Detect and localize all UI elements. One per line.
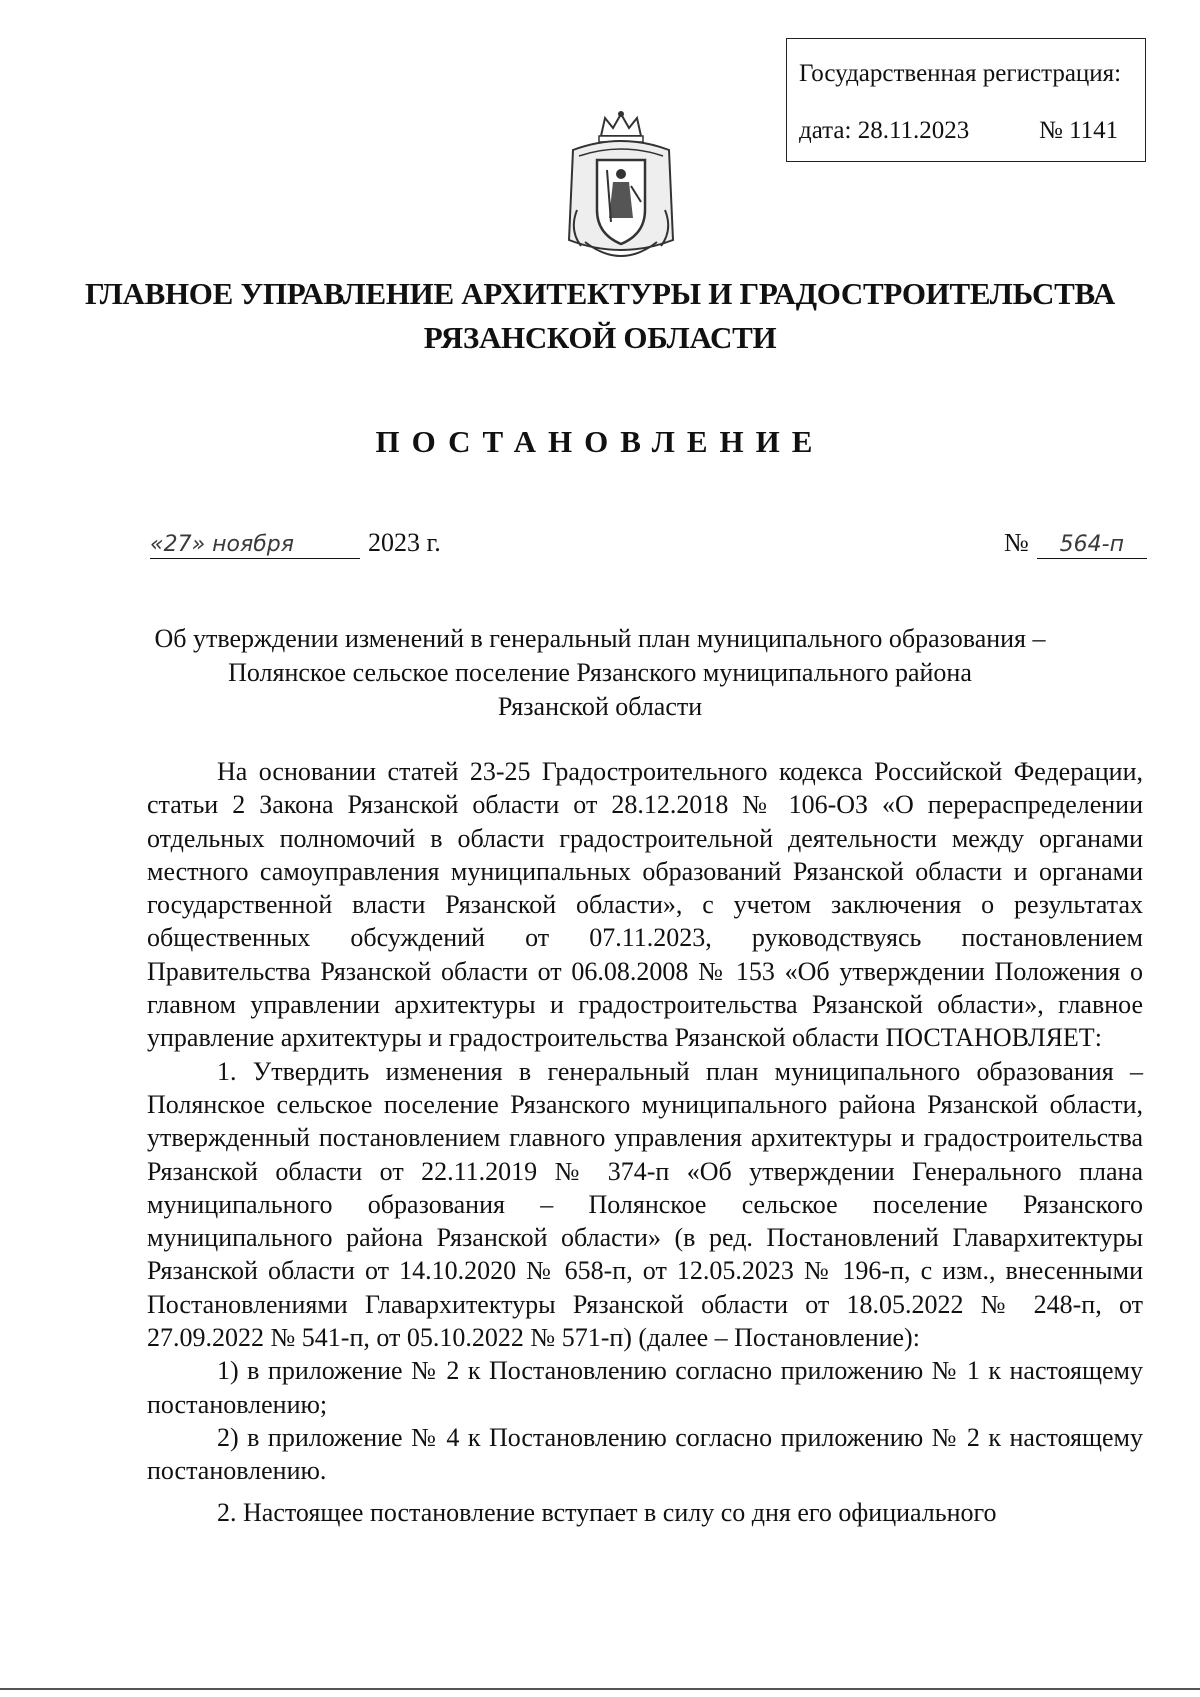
handwritten-number: 564-п <box>1059 532 1124 557</box>
organization-title-line2: РЯЗАНСКОЙ ОБЛАСТИ <box>423 320 777 355</box>
registration-date: дата: 28.11.2023 <box>799 117 970 144</box>
subject-line1: Об утверждении изменений в генеральный план муниципального образования – <box>154 624 1046 653</box>
document-body <box>147 755 1143 1529</box>
document-number <box>1004 528 1147 559</box>
coat-of-arms-icon <box>565 110 677 268</box>
registration-stamp <box>786 38 1146 162</box>
subject-line3: Рязанской области <box>497 692 703 721</box>
organization-title-line1: ГЛАВНОЕ УПРАВЛЕНИЕ АРХИТЕКТУРЫ И ГРАДОСТРОИТЕЛЬСТВА <box>84 276 1115 311</box>
registration-details <box>799 118 1145 143</box>
handwritten-date: «27» ноября <box>150 532 294 557</box>
date-year: 2023 г. <box>368 528 441 557</box>
page-bottom-edge <box>0 1688 1200 1690</box>
registration-title: Государственная регистрация: <box>799 60 1122 87</box>
item-1-1-paragraph: 1) в приложение № 2 к Постановлению согласно приложению № 1 к настоящему постановлению; <box>147 1356 1143 1419</box>
registration-number: № 1141 <box>1039 117 1119 144</box>
organization-title <box>0 272 1200 360</box>
subject-line2: Полянское сельское поселение Рязанского муниципального района <box>228 658 972 687</box>
item-1-paragraph: 1. Утвердить изменения в генеральный план муниципального образования – Полянское сельское поселение Рязанского муниципального района Рязанской области, утвержденный постановлением главного управления архитектуры и градостроительства Рязанской области от 22.11.2019 № 374-п «Об утверждении Генерального плана муниципального образования – Полянское сельское поселение Рязанского муниципального района Рязанской области» (в ред. Постановлений Главархитектуры Рязанской области от 14.10.2020 № 658-п, от 12.05.2023 № 196-п, с изм., внесенными Постановлениями Главархитектуры Рязанской области от 18.05.2022 № 248-п, от 27.09.2022 № 541-п, от 05.10.2022 № 571-п) (далее – Постановление): <box>147 1056 1143 1353</box>
document-subject <box>0 622 1200 724</box>
item-1-2-paragraph: 2) в приложение № 4 к Постановлению согласно приложению № 2 к настоящему постановлению. <box>147 1422 1143 1486</box>
document-date <box>150 528 441 559</box>
number-label: № <box>1004 528 1029 557</box>
preamble-paragraph: На основании статей 23-25 Градостроительного кодекса Российской Федерации, статьи 2 Закона Рязанской области от 28.12.2018 № 106-ОЗ «О перераспределении отдельных полномочий в области градостроительной деятельности между органами местного самоуправления муниципальных образований Рязанской области и органами государственной власти Рязанской области», с учетом заключения о результатах общественных обсуждений от 07.11.2023, руководствуясь постановлением Правительства Рязанской области от 06.08.2008 № 153 «Об утверждении Положения о главном управлении архитектуры и градостроительства Рязанской области», главное управление архитектуры и градостроительства Рязанской области ПОСТАНОВЛЯЕТ: <box>147 757 1143 1053</box>
document-type: ПОСТАНОВЛЕНИЕ <box>375 424 825 459</box>
item-2-paragraph: 2. Настоящее постановление вступает в силу со дня его официального <box>217 1497 997 1527</box>
